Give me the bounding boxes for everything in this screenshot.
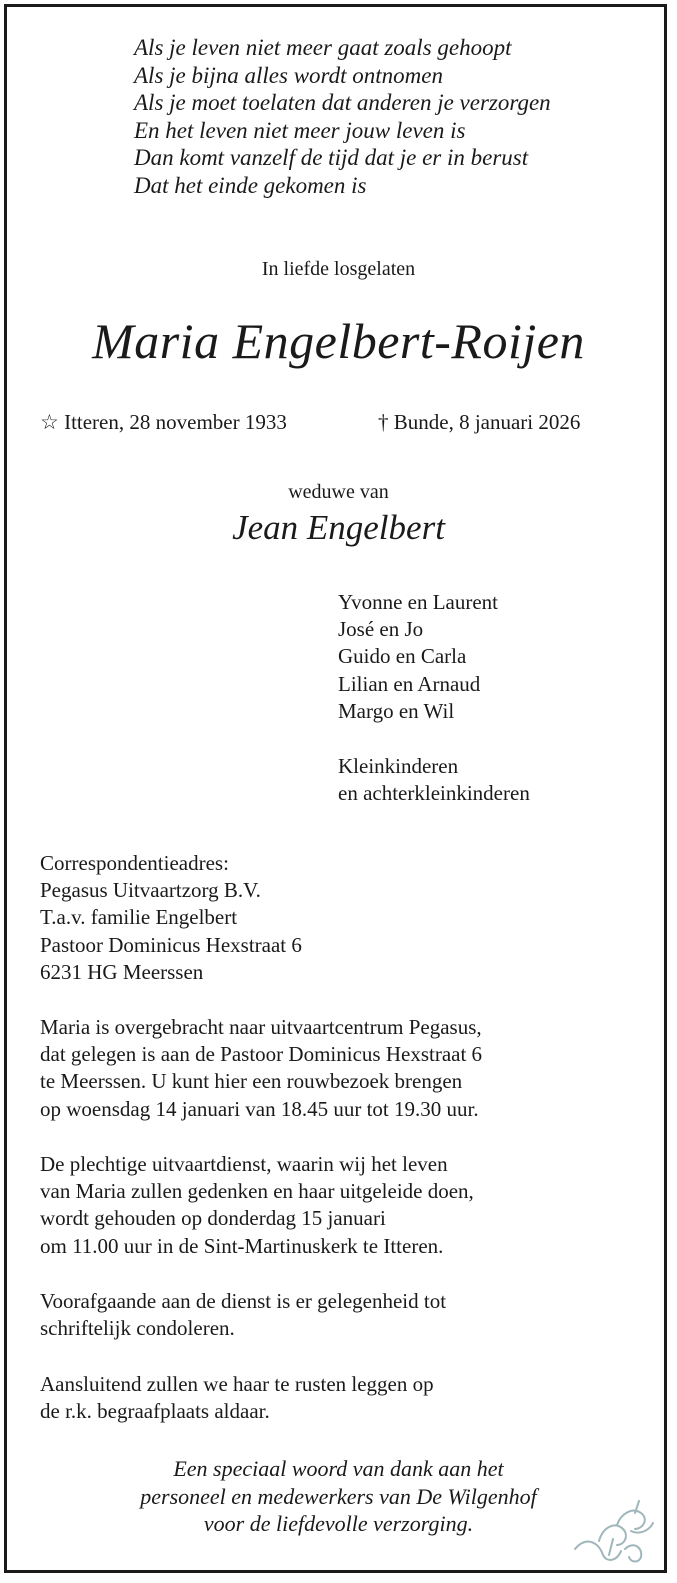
paragraph-line: dat gelegen is aan de Pastoor Dominicus Hexstraat 6 — [40, 1042, 483, 1067]
flower-logo-icon — [569, 1491, 661, 1565]
poem-line: Als je bijna alles wordt ontnomen — [134, 62, 443, 88]
paragraph-line: van Maria zullen gedenken en haar uitgeleide doen, — [40, 1179, 474, 1204]
husband-name: Jean Engelbert — [232, 508, 445, 547]
thanks-line: personeel en medewerkers van De Wilgenhof — [140, 1483, 537, 1509]
address-line: Correspondentieadres: — [40, 851, 229, 875]
widow-label: weduwe van — [288, 481, 389, 503]
thanks-line: Een speciaal woord van dank aan het — [173, 1456, 504, 1481]
paragraph-line: de r.k. begraafplaats aldaar. — [40, 1399, 270, 1424]
burial-paragraph — [40, 1371, 434, 1425]
paragraph-line: Aansluitend zullen we haar te rusten leggen op — [40, 1372, 434, 1396]
deceased-name: Maria Engelbert-Roijen — [92, 313, 585, 369]
children-list — [338, 589, 498, 725]
address-line: 6231 HG Meerssen — [40, 959, 204, 984]
paragraph-line: Voorafgaande aan de dienst is er gelegenheid tot — [40, 1289, 447, 1313]
list-item: en achterkleinkinderen — [338, 781, 530, 806]
poem — [134, 34, 551, 200]
grandchildren-list — [338, 753, 530, 807]
paragraph-line: te Meerssen. U kunt hier een rouwbezoek brengen — [40, 1069, 463, 1094]
paragraph-line: op woensdag 14 januari van 18.45 uur tot 19.30 uur. — [40, 1096, 479, 1121]
viewing-paragraph — [40, 1014, 482, 1123]
poem-line: Dat het einde gekomen is — [134, 172, 367, 198]
address-line: T.a.v. familie Engelbert — [40, 905, 238, 930]
birth-info: ☆ Itteren, 28 november 1933 — [40, 410, 287, 434]
poem-line: En het leven niet meer jouw leven is — [134, 117, 466, 143]
condolence-paragraph — [40, 1288, 446, 1342]
address-line: Pastoor Dominicus Hexstraat 6 — [40, 932, 302, 957]
paragraph-line: wordt gehouden op donderdag 15 januari — [40, 1206, 386, 1231]
list-item: Kleinkinderen — [338, 754, 459, 778]
poem-line: Als je moet toelaten dat anderen je verzorgen — [134, 90, 551, 116]
list-item: José en Jo — [338, 617, 424, 642]
correspondence-address — [40, 850, 302, 986]
paragraph-line: schriftelijk condoleren. — [40, 1316, 235, 1341]
list-item: Yvonne en Laurent — [338, 590, 499, 614]
list-item: Margo en Wil — [338, 698, 455, 723]
paragraph-line: om 11.00 uur in de Sint-Martinuskerk te Itteren. — [40, 1233, 444, 1258]
service-paragraph — [40, 1151, 474, 1260]
thanks-line: voor de liefdevolle verzorging. — [203, 1511, 474, 1537]
list-item: Guido en Carla — [338, 644, 467, 669]
paragraph-line: Maria is overgebracht naar uitvaartcentrum Pegasus, — [40, 1015, 482, 1039]
paragraph-line: De plechtige uitvaartdienst, waarin wij het leven — [40, 1152, 448, 1176]
poem-line: Als je leven niet meer gaat zoals gehoopt — [134, 35, 512, 60]
intro-text: In liefde losgelaten — [261, 258, 416, 280]
death-info: † Bunde, 8 januari 2026 — [378, 410, 581, 434]
address-line: Pegasus Uitvaartzorg B.V. — [40, 878, 261, 903]
poem-line: Dan komt vanzelf de tijd dat je er in berust — [134, 145, 529, 171]
list-item: Lilian en Arnaud — [338, 671, 481, 696]
